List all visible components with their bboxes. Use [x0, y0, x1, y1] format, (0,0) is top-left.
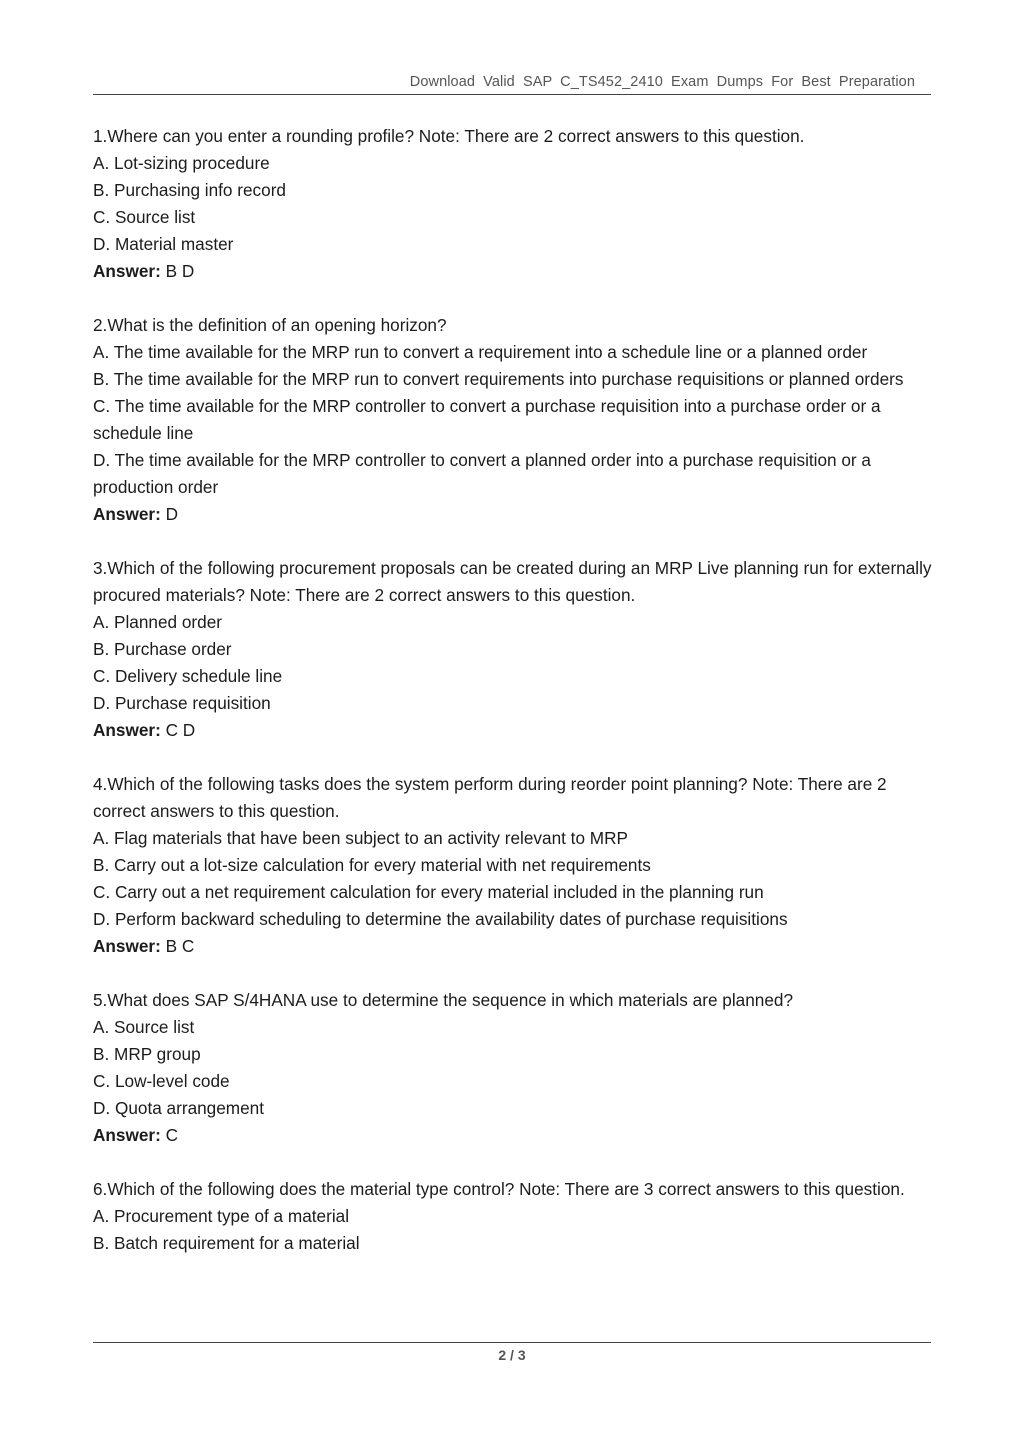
option-d: D. Quota arrangement	[93, 1098, 265, 1118]
option-a: A. Procurement type of a material	[93, 1206, 350, 1226]
answer-line	[93, 717, 933, 744]
question-text: 1.Where can you enter a rounding profile? Note: There are 2 correct answers to this question.	[93, 126, 805, 146]
answer-line	[93, 1122, 933, 1149]
option-a: A. Lot-sizing procedure	[93, 153, 270, 173]
answer-value: D	[160, 504, 178, 524]
option-b: B. Batch requirement for a material	[93, 1233, 360, 1253]
question-text: 2.What is the definition of an opening horizon?	[93, 315, 447, 335]
option-d: D. Material master	[93, 234, 234, 254]
answer-line	[93, 933, 933, 960]
option-b: B. Carry out a lot-size calculation for every material with net requirements	[93, 855, 651, 875]
option-d: D. Perform backward scheduling to determine the availability dates of purchase requisitions	[93, 909, 788, 929]
option-c: C. The time available for the MRP controller to convert a purchase requisition into a purchase order or a schedule line	[93, 396, 881, 443]
option-c: C. Source list	[93, 207, 196, 227]
answer-label: Answer:	[93, 936, 161, 956]
page-content	[93, 123, 933, 1257]
header-text: Download Valid SAP C_TS452_2410 Exam Dumps For Best Preparation	[409, 74, 915, 90]
option-a: A. The time available for the MRP run to convert a requirement into a schedule line or a planned order	[93, 342, 868, 362]
answer-value: C D	[160, 720, 196, 740]
option-a: A. Flag materials that have been subject to an activity relevant to MRP	[93, 828, 628, 848]
question-1	[93, 123, 933, 285]
answer-label: Answer:	[93, 1125, 161, 1145]
question-5	[93, 987, 933, 1149]
question-text: 5.What does SAP S/4HANA use to determine the sequence in which materials are planned?	[93, 990, 794, 1010]
option-d: D. Purchase requisition	[93, 693, 271, 713]
option-c: C. Delivery schedule line	[93, 666, 283, 686]
page-footer	[93, 1342, 931, 1373]
question-4	[93, 771, 933, 960]
answer-label: Answer:	[93, 261, 161, 281]
question-text: 6.Which of the following does the material type control? Note: There are 3 correct answers to this question.	[93, 1179, 905, 1199]
question-3	[93, 555, 933, 744]
answer-value: B D	[160, 261, 195, 281]
question-2	[93, 312, 933, 528]
answer-line	[93, 501, 933, 528]
answer-value: B C	[160, 936, 195, 956]
option-c: C. Low-level code	[93, 1071, 230, 1091]
question-6	[93, 1176, 933, 1257]
option-c: C. Carry out a net requirement calculation for every material included in the planning run	[93, 882, 764, 902]
answer-label: Answer:	[93, 504, 161, 524]
option-b: B. The time available for the MRP run to convert requirements into purchase requisitions or planned orders	[93, 369, 904, 389]
page-header	[93, 72, 931, 95]
option-a: A. Planned order	[93, 612, 222, 632]
option-d: D. The time available for the MRP controller to convert a planned order into a purchase requisition or a production order	[93, 450, 871, 497]
question-text: 3.Which of the following procurement proposals can be created during an MRP Live planning run for externally procured materials? Note: There are 2 correct answers to this question.	[93, 558, 932, 605]
page-number: 2 / 3	[498, 1347, 526, 1363]
answer-value: C	[160, 1125, 178, 1145]
option-b: B. Purchasing info record	[93, 180, 286, 200]
answer-label: Answer:	[93, 720, 161, 740]
answer-line	[93, 258, 933, 285]
option-b: B. MRP group	[93, 1044, 201, 1064]
option-a: A. Source list	[93, 1017, 195, 1037]
question-text: 4.Which of the following tasks does the system perform during reorder point planning? Note: There are 2 correct answers to this question.	[93, 774, 887, 821]
option-b: B. Purchase order	[93, 639, 232, 659]
